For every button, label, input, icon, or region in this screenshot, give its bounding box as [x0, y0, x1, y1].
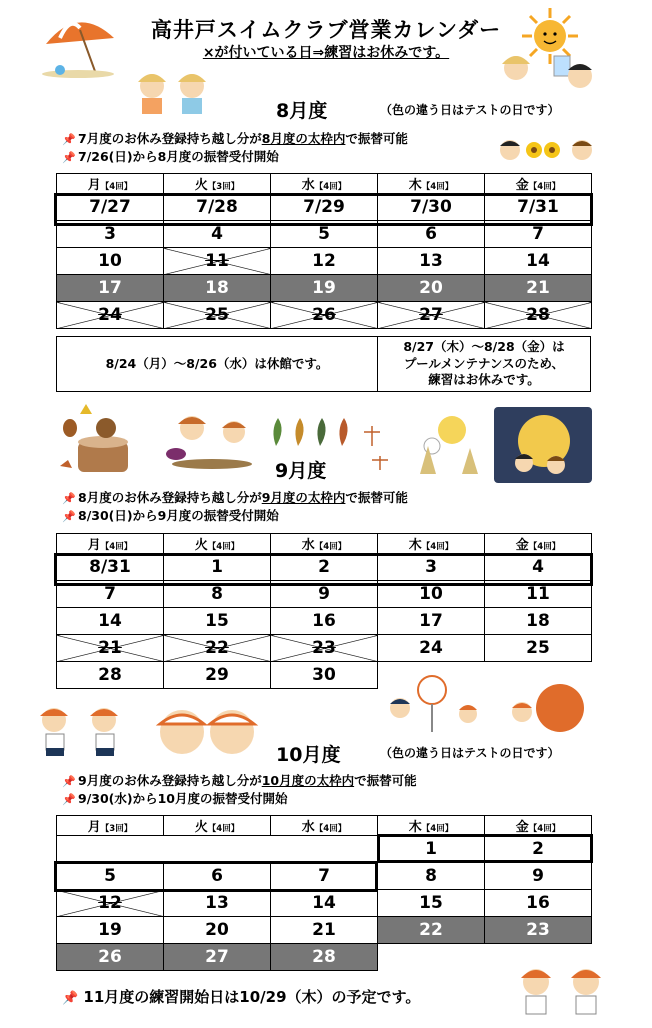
day-cell: 13 [378, 248, 485, 275]
kids-illustration [128, 66, 218, 122]
aug-test-note: （色の違う日はテストの日です） [380, 103, 560, 117]
day-cell: 16 [271, 608, 378, 635]
day-cell: 14 [57, 608, 164, 635]
day-cell-test: 28 [271, 944, 378, 971]
sep-title: 9月度 [275, 460, 327, 482]
day-cell: 2 [485, 836, 592, 863]
day-cell: 1 [378, 836, 485, 863]
day-cell-closed: 26 [271, 302, 378, 329]
day-cell: 8 [164, 581, 271, 608]
day-cell: 30 [271, 662, 378, 689]
day-cell-test: 19 [271, 275, 378, 302]
day-cell: 7/31 [485, 194, 592, 221]
day-cell: 7/28 [164, 194, 271, 221]
day-cell-test: 27 [164, 944, 271, 971]
header-wed: 水【4回】 [271, 816, 378, 836]
sep-calendar [56, 533, 592, 689]
pin-icon: 📌 [62, 151, 76, 164]
day-cell: 13 [164, 890, 271, 917]
day-cell-test: 21 [485, 275, 592, 302]
pin-icon: 📌 [62, 510, 76, 523]
header-fri: 金【4回】 [485, 174, 592, 194]
sports-day-illustration [388, 672, 588, 734]
day-cell: 5 [57, 863, 164, 890]
oct-notice-1: 📌 9月度のお休み登録持ち越し分が10月度の太枠内で振替可能 [62, 773, 417, 788]
day-cell: 9 [271, 581, 378, 608]
header-tue: 火【4回】 [164, 816, 271, 836]
day-cell: 8/31 [57, 554, 164, 581]
aug-notice-2: 📌 7/26(日)から8月度の振替受付開始 [62, 149, 279, 164]
footer-note: 📌 11月度の練習開始日は10/29（木）の予定です。 [62, 988, 421, 1006]
kids-potato-illustration [160, 410, 260, 472]
day-cell-closed: 12 [57, 890, 164, 917]
moon-icon [494, 407, 592, 483]
day-cell: 6 [378, 221, 485, 248]
header-tue: 火【3回】 [164, 174, 271, 194]
kids-illustration-2 [496, 40, 596, 100]
day-cell: 21 [271, 917, 378, 944]
sep-notice-2: 📌 8/30(日)から9月度の振替受付開始 [62, 508, 279, 523]
header-mon: 月【3回】 [57, 816, 164, 836]
header-fri: 金【4回】 [485, 534, 592, 554]
day-cell: 3 [378, 554, 485, 581]
aug-closed-note-left: 8/24（月）～8/26（水）は休館です。 [56, 336, 378, 392]
umbrella-icon [38, 8, 118, 78]
header-thu: 木【4回】 [378, 816, 485, 836]
day-cell: 9 [485, 863, 592, 890]
aug-closed-note-right: 8/27（木）～8/28（金）は プールメンテナンスのため、 練習はお休みです。 [377, 336, 591, 392]
sep-notice-1: 📌 8月度のお休み登録持ち越し分が9月度の太枠内で振替可能 [62, 490, 408, 505]
day-cell-closed: 24 [57, 302, 164, 329]
day-cell: 20 [164, 917, 271, 944]
pin-icon: 📌 [62, 991, 79, 1006]
day-cell: 25 [485, 635, 592, 662]
day-cell: 8 [378, 863, 485, 890]
kids-cheering-illustration [34, 702, 134, 760]
day-cell: 15 [378, 890, 485, 917]
day-cell: 4 [164, 221, 271, 248]
day-cell: 7/30 [378, 194, 485, 221]
day-cell-closed: 25 [164, 302, 271, 329]
day-cell: 10 [378, 581, 485, 608]
empty-cell [378, 944, 485, 971]
day-cell: 11 [485, 581, 592, 608]
aug-title: 8月度 [276, 100, 328, 122]
day-cell: 7 [485, 221, 592, 248]
header-mon: 月【4回】 [57, 534, 164, 554]
day-cell: 6 [164, 863, 271, 890]
header-fri: 金【4回】 [485, 816, 592, 836]
pin-icon: 📌 [62, 793, 76, 806]
pin-icon: 📌 [62, 133, 76, 146]
squirrel-stump-illustration [56, 402, 146, 476]
day-cell-closed: 23 [271, 635, 378, 662]
sunflower-icon [496, 132, 598, 166]
header-mon: 月【4回】 [57, 174, 164, 194]
day-cell: 12 [271, 248, 378, 275]
header-thu: 木【4回】 [378, 174, 485, 194]
day-cell: 19 [57, 917, 164, 944]
aug-notice-1: 📌 7月度のお休み登録持ち越し分が8月度の太枠内で振替可能 [62, 131, 408, 146]
kids-faces-illustration [148, 700, 268, 762]
day-cell: 28 [57, 662, 164, 689]
day-cell-closed: 11 [164, 248, 271, 275]
header-thu: 木【4回】 [378, 534, 485, 554]
day-cell: 16 [485, 890, 592, 917]
aug-calendar [56, 173, 592, 329]
moon-rabbit-illustration [412, 406, 482, 476]
header-wed: 水【4回】 [271, 174, 378, 194]
oct-test-note: （色の違う日はテストの日です） [380, 746, 560, 760]
day-cell: 14 [271, 890, 378, 917]
day-cell: 5 [271, 221, 378, 248]
day-cell-test: 23 [485, 917, 592, 944]
day-cell: 10 [57, 248, 164, 275]
day-cell: 17 [378, 608, 485, 635]
header-tue: 火【4回】 [164, 534, 271, 554]
day-cell: 1 [164, 554, 271, 581]
day-cell: 14 [485, 248, 592, 275]
oct-calendar [56, 815, 592, 971]
day-cell-closed: 21 [57, 635, 164, 662]
pin-icon: 📌 [62, 492, 76, 505]
day-cell-test: 26 [57, 944, 164, 971]
day-cell-closed: 22 [164, 635, 271, 662]
day-cell: 3 [57, 221, 164, 248]
day-cell: 7 [271, 863, 378, 890]
day-cell: 7 [57, 581, 164, 608]
oct-notice-2: 📌 9/30(水)から10月度の振替受付開始 [62, 791, 288, 806]
page-title: 高井戸スイムクラブ営業カレンダー [150, 18, 502, 42]
kids-footer-illustration [512, 960, 612, 1022]
page-subtitle: ×が付いている日⇒練習はお休みです。 [202, 45, 450, 61]
day-cell: 18 [485, 608, 592, 635]
empty-cell [57, 836, 378, 863]
day-cell: 2 [271, 554, 378, 581]
day-cell: 4 [485, 554, 592, 581]
day-cell-closed: 27 [378, 302, 485, 329]
day-cell-test: 20 [378, 275, 485, 302]
day-cell: 24 [378, 635, 485, 662]
day-cell-test: 18 [164, 275, 271, 302]
day-cell: 29 [164, 662, 271, 689]
pin-icon: 📌 [62, 775, 76, 788]
day-cell: 15 [164, 608, 271, 635]
dragonfly-icon [364, 426, 388, 470]
day-cell-test: 22 [378, 917, 485, 944]
header-wed: 水【4回】 [271, 534, 378, 554]
day-cell-closed: 28 [485, 302, 592, 329]
day-cell: 7/29 [271, 194, 378, 221]
day-cell: 7/27 [57, 194, 164, 221]
oct-title: 10月度 [276, 744, 341, 766]
day-cell-test: 17 [57, 275, 164, 302]
